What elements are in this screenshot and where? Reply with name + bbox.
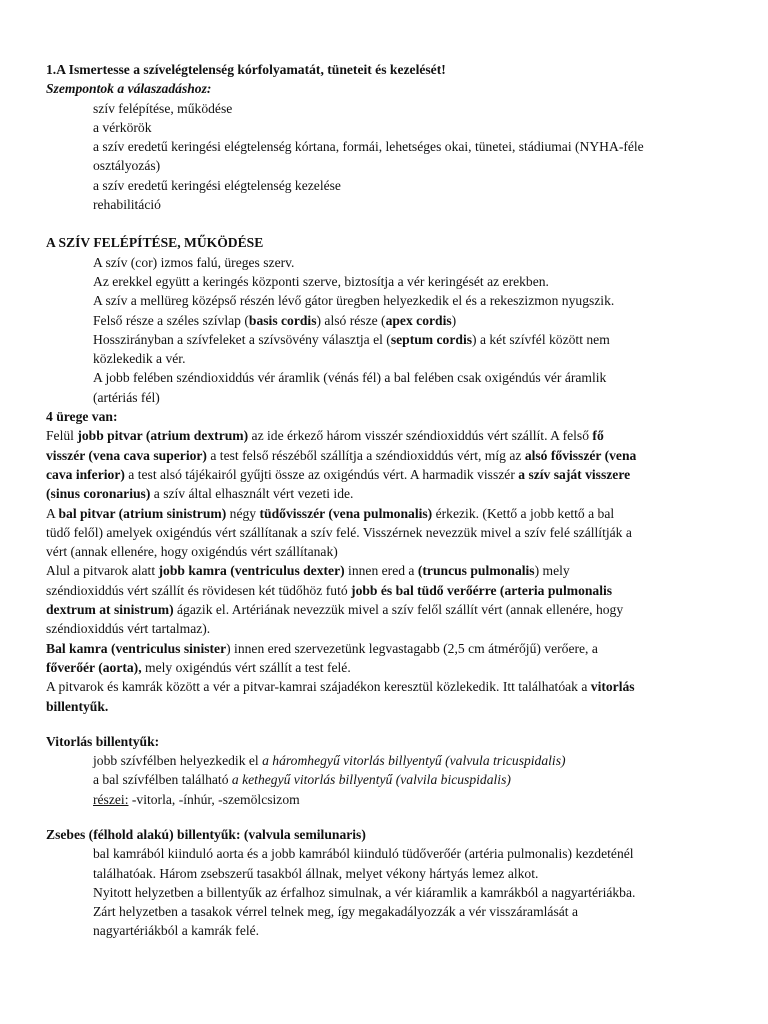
text-line: nagyartériákból a kamrák felé. xyxy=(93,923,260,939)
text-line: a bal szívfélben található a kethegyű vitorlás billyentyű (valvila bicuspidalis) xyxy=(93,772,511,788)
chambers-heading: 4 ürege van: xyxy=(46,409,118,425)
text-line: dextrum at sinistrum) ágazik el. Artériának nevezzük mivel a szív felől szállít vért (annak ellenére, hogy xyxy=(46,602,624,618)
text-line: Felül jobb pitvar (atrium dextrum) az ide érkező három visszér széndioxiddús vért szállít. A felső fő xyxy=(46,428,604,444)
text-line: bal kamrából kiinduló aorta és a jobb kamrából kiinduló tüdőverőér (artéria pulmonalis) kezdeténél xyxy=(93,846,634,862)
text-line: A pitvarok és kamrák között a vér a pitvar-kamrai szájadékon keresztül közlekedik. Itt találhatóak a vitorlás xyxy=(46,679,635,695)
text-line: széndioxiddús vért szállít és rövidesen két tüdőhöz futó jobb és bal tüdő verőérre (arteria pulmonalis xyxy=(46,582,613,598)
text-line: Felső része a széles szívlap (basis cordis) alsó része (apex cordis) xyxy=(93,312,457,328)
text-line: tüdő felől) amelyek oxigéndús vért szállítanak a szív felé. Visszérnek nevezzük mivel a szív felé szállítják a xyxy=(46,524,632,540)
text-line: visszér (vena cava superior) a test felső részéből szállítja a széndioxiddús vért, míg az alsó fővisszér (vena xyxy=(46,447,637,463)
topic-item: a szív eredetű keringési elégtelenség kórtana, formái, lehetséges okai, tünetei, stádiumai (NYHA-féle xyxy=(93,139,644,155)
text-line: Hosszirányban a szívfeleket a szívsövény választja el (septum cordis) a két szívfél között nem xyxy=(93,331,610,347)
text-line: találhatóak. Három zsebszerű tasakból állnak, melyet vékony hártyás lemez alkot. xyxy=(93,865,539,881)
topic-item: szív felépítése, működése xyxy=(93,100,233,116)
topic-item: a szív eredetű keringési elégtelenség kezelése xyxy=(93,177,341,193)
text-line: főverőér (aorta), mely oxigéndús vért szállít a test felé. xyxy=(46,659,351,675)
semilunar-heading: Zsebes (félhold alakú) billentyűk: (valvula semilunaris) xyxy=(46,826,366,842)
text-line: A szív a mellüreg középső részén lévő gátor üregben helyezkedik el és a rekeszizmon nyugszik. xyxy=(93,293,615,309)
text-line: A jobb felében széndioxiddús vér áramlik (vénás fél) a bal felében csak oxigéndús vér áramlik xyxy=(93,370,607,386)
text-line: Az erekkel együtt a keringés központi szerve, biztosítja a vér keringését az erekben. xyxy=(93,273,549,289)
topic-item: a vérkörök xyxy=(93,119,152,135)
text-line: Nyitott helyzetben a billentyűk az érfalhoz simulnak, a vér kiáramlik a kamrákból a nagyartériákba. xyxy=(93,884,636,900)
text-line: széndioxiddús vért tartalmaz). xyxy=(46,621,211,637)
text-line: A szív (cor) izmos falú, üreges szerv. xyxy=(93,254,295,270)
text-line: Alul a pitvarok alatt jobb kamra (ventriculus dexter) innen ered a (truncus pulmonalis) mely xyxy=(46,563,570,579)
question-title: 1.A Ismertesse a szívelégtelenség kórfolyamatát, tüneteit és kezelését! xyxy=(46,62,446,77)
text-line: közlekedik a vér. xyxy=(93,351,186,367)
text-line: cava inferior) a test alsó tájékairól gyűjti össze az oxigéndús vért. A harmadik visszér a szív saját visszere xyxy=(46,466,631,482)
section-heading: A SZÍV FELÉPÍTÉSE, MŰKÖDÉSE xyxy=(46,235,264,251)
text-line: Zárt helyzetben a tasakok vérrel telnek meg, így megakadályozzák a vér visszáramlását a xyxy=(93,904,578,920)
text-line: (artériás fél) xyxy=(93,389,160,405)
text-line: részei: -vitorla, -ínhúr, -szemölcsizom xyxy=(93,791,300,807)
document-page xyxy=(46,60,726,941)
text-line: (sinus coronarius) a szív által elhasznált vért vezeti ide. xyxy=(46,486,354,502)
text-line: vért (annak ellenére, hogy oxigéndús vért szállítanak) xyxy=(46,544,338,560)
text-line: billentyűk. xyxy=(46,698,109,714)
valves-heading: Vitorlás billentyűk: xyxy=(46,733,160,749)
topic-item: osztályozás) xyxy=(93,158,161,174)
text-line: jobb szívfélben helyezkedik el a háromhegyű vitorlás billyentyű (valvula tricuspidalis) xyxy=(93,753,566,769)
text-line: Bal kamra (ventriculus sinister) innen ered szervezetünk legvastagabb (2,5 cm átmérőjű) verőere, a xyxy=(46,640,598,656)
topic-item: rehabilitáció xyxy=(93,197,161,213)
question-subtitle: Szempontok a válaszadáshoz: xyxy=(46,81,212,97)
text-line: A bal pitvar (atrium sinistrum) négy tüdővisszér (vena pulmonalis) érkezik. (Kettő a jobb kettő a bal xyxy=(46,505,615,521)
